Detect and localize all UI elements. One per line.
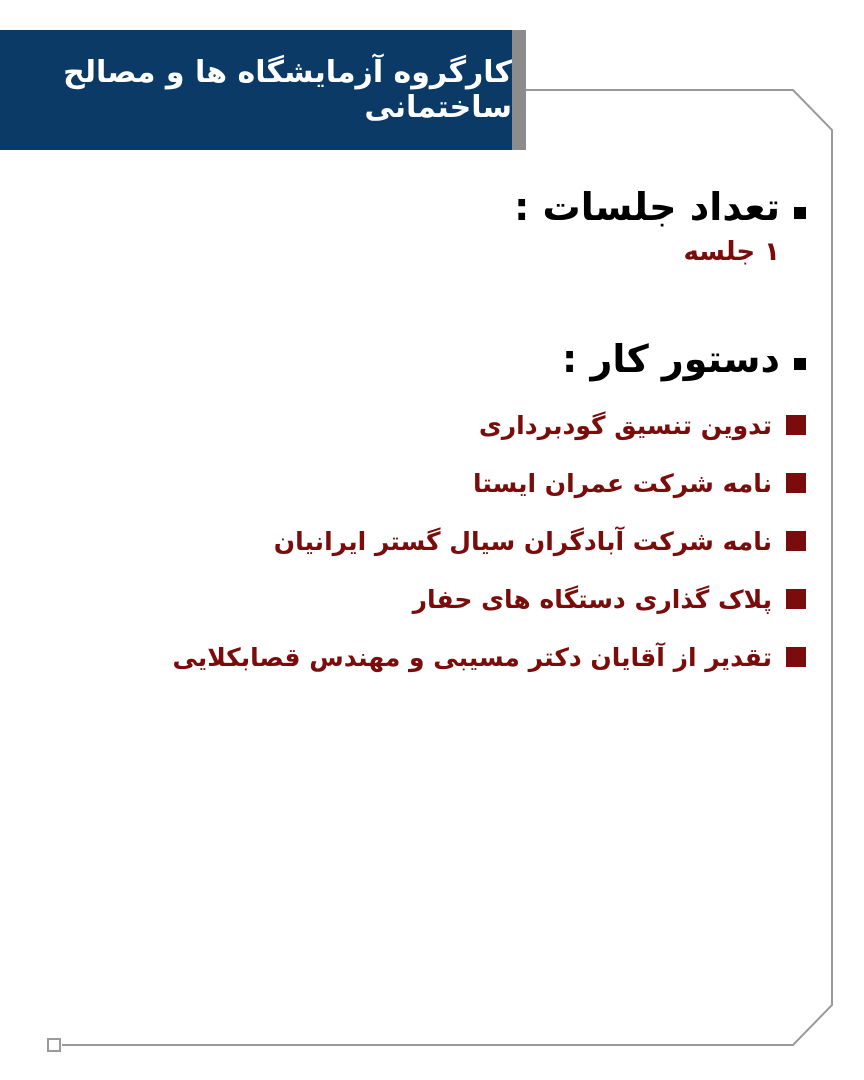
agenda-item-text: پلاک گذاری دستگاه های حفار bbox=[412, 584, 772, 614]
list-item bbox=[46, 396, 806, 454]
bullet-square-icon bbox=[786, 473, 806, 493]
agenda-label: دستور کار : bbox=[562, 336, 780, 381]
meetings-count: ۱ جلسه bbox=[683, 236, 780, 267]
agenda-list bbox=[46, 396, 806, 686]
meetings-heading bbox=[46, 185, 806, 231]
agenda-item-text: نامه شرکت آبادگران سیال گستر ایرانیان bbox=[273, 526, 772, 556]
list-item bbox=[46, 512, 806, 570]
meetings-label: تعداد جلسات : bbox=[514, 185, 780, 229]
agenda-item-text: تقدیر از آقایان دکتر مسیبی و مهندس قصابکلایی bbox=[172, 642, 772, 672]
bullet-square-icon bbox=[786, 589, 806, 609]
slide-content bbox=[46, 185, 806, 686]
agenda-heading bbox=[46, 337, 806, 383]
bullet-square-icon bbox=[794, 358, 806, 370]
bullet-square-icon bbox=[794, 207, 806, 219]
bullet-square-icon bbox=[786, 647, 806, 667]
slide-title: کارگروه آزمایشگاه ها و مصالح ساختمانی bbox=[63, 55, 512, 125]
list-item bbox=[46, 570, 806, 628]
bullet-square-icon bbox=[786, 415, 806, 435]
list-item bbox=[46, 628, 806, 686]
agenda-section bbox=[46, 337, 806, 687]
agenda-item-text: نامه شرکت عمران ایستا bbox=[473, 468, 772, 498]
agenda-item-text: تدوین تنسیق گودبرداری bbox=[478, 410, 772, 440]
bullet-square-icon bbox=[786, 531, 806, 551]
title-accent-bar bbox=[512, 30, 526, 150]
list-item bbox=[46, 454, 806, 512]
